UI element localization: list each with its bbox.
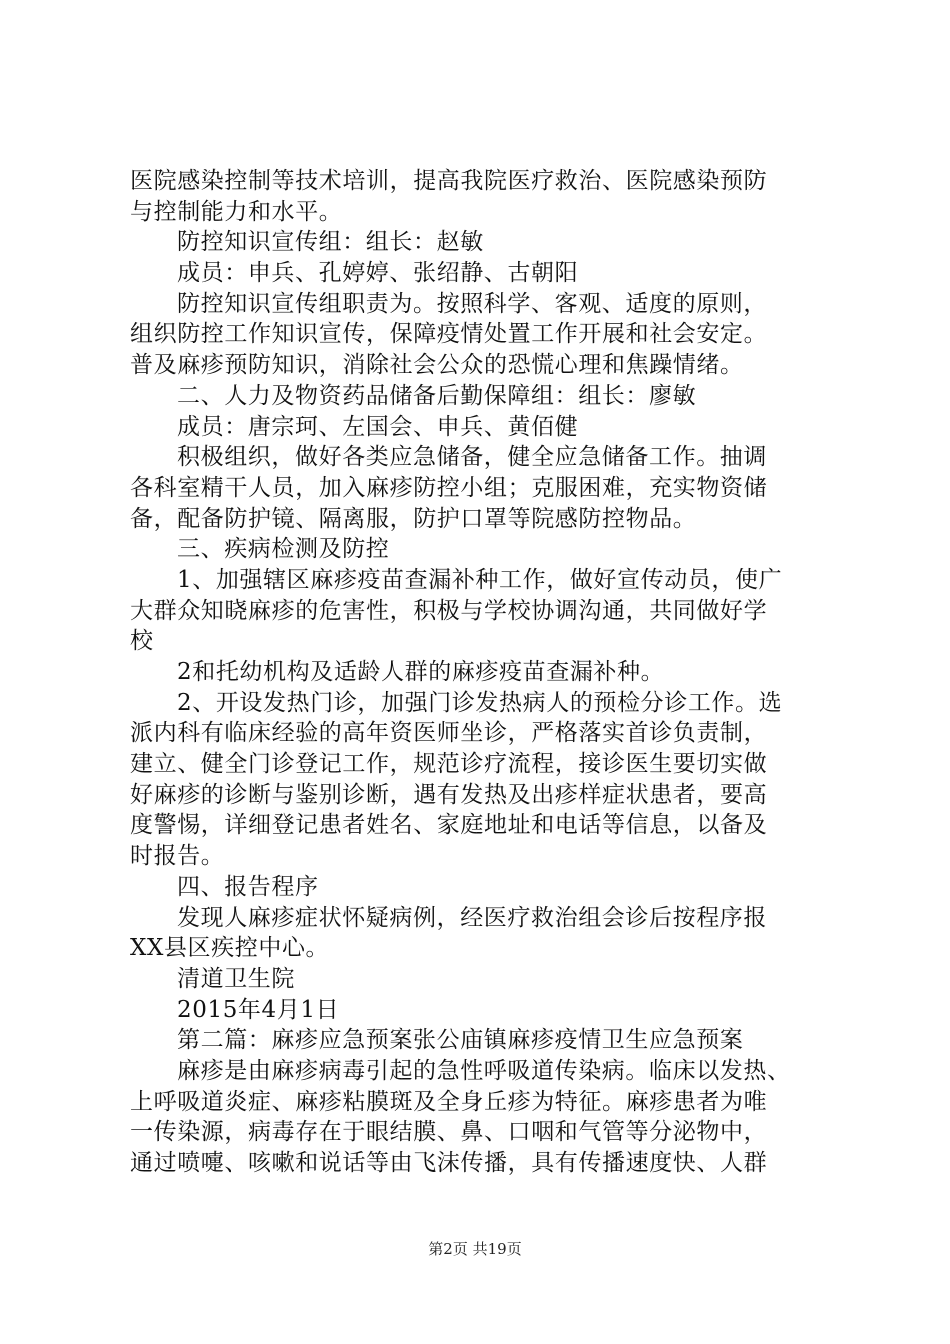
paragraph-line: 通过喷嚏、咳嗽和说话等由飞沫传播，具有传播速度快、人群 (130, 1150, 768, 1176)
paragraph-line: 各科室精干人员，加入麻疹防控小组；克服困难，充实物资储 (130, 474, 768, 501)
document-body (130, 166, 830, 1179)
paragraph-line: 四、报告程序 (177, 873, 319, 900)
paragraph-line: 好麻疹的诊断与鉴别诊断，遇有发热及出疹样症状患者，要高 (130, 781, 768, 808)
page-footer: 第2页 共19页 (428, 1240, 522, 1258)
paragraph-line: 时报告。 (130, 843, 225, 870)
paragraph-line: 二、人力及物资药品储备后勤保障组：组长：廖敏 (177, 382, 697, 409)
paragraph-line: 组织防控工作知识宣传，保障疫情处置工作开展和社会安定。 (130, 321, 768, 348)
paragraph-line: 2和托幼机构及适龄人群的麻疹疫苗查漏补种。 (177, 659, 665, 685)
paragraph-line: 2、开设发热门诊，加强门诊发热病人的预检分诊工作。选 (177, 689, 783, 716)
paragraph-line: 1、加强辖区麻疹疫苗查漏补种工作，做好宣传动员，使广 (177, 566, 783, 593)
paragraph-line: 第二篇：麻疹应急预案张公庙镇麻疹疫情卫生应急预案 (177, 1027, 744, 1054)
paragraph-line: XX县区疾控中心。 (130, 935, 330, 962)
paragraph-line: 派内科有临床经验的高年资医师坐诊，严格落实首诊负责制， (130, 720, 768, 747)
paragraph-line: 备，配备防护镜、隔离服，防护口罩等院感防控物品。 (130, 505, 697, 532)
paragraph-line: 大群众知晓麻疹的危害性，积极与学校协调沟通，共同做好学 (130, 597, 768, 624)
paragraph-line: 成员：唐宗珂、左国会、申兵、黄佰健 (177, 413, 579, 440)
paragraph-line: 度警惕，详细登记患者姓名、家庭地址和电话等信息，以备及 (130, 812, 768, 839)
paragraph-line: 一传染源，病毒存在于眼结膜、鼻、口咽和气管等分泌物中， (130, 1119, 768, 1146)
paragraph-line: 与控制能力和水平。 (130, 198, 343, 225)
paragraph-line: 2015年4月1日 (177, 996, 340, 1023)
paragraph-line: 成员：申兵、孔婷婷、张绍静、古朝阳 (177, 260, 579, 287)
paragraph-line: 麻疹是由麻疹病毒引起的急性呼吸道传染病。临床以发热、 (177, 1057, 791, 1084)
paragraph-line: 防控知识宣传组职责为。按照科学、客观、适度的原则， (177, 290, 767, 317)
paragraph-line: 上呼吸道炎症、麻疹粘膜斑及全身丘疹为特征。麻疹患者为唯 (130, 1088, 768, 1115)
paragraph-line: 校 (130, 628, 154, 655)
paragraph-line: 清道卫生院 (177, 965, 295, 992)
paragraph-line: 防控知识宣传组：组长：赵敏 (177, 229, 484, 256)
paragraph-line: 医院感染控制等技术培训，提高我院医疗救治、医院感染预防 (130, 168, 768, 194)
paragraph-line: 建立、健全门诊登记工作，规范诊疗流程，接诊医生要切实做 (130, 751, 768, 778)
paragraph-line: 发现人麻疹症状怀疑病例，经医疗救治组会诊后按程序报 (177, 904, 767, 931)
paragraph-line: 普及麻疹预防知识，消除社会公众的恐慌心理和焦躁情绪。 (130, 352, 744, 379)
paragraph-line: 三、疾病检测及防控 (177, 536, 390, 563)
paragraph-line: 积极组织，做好各类应急储备，健全应急储备工作。抽调 (177, 444, 767, 471)
